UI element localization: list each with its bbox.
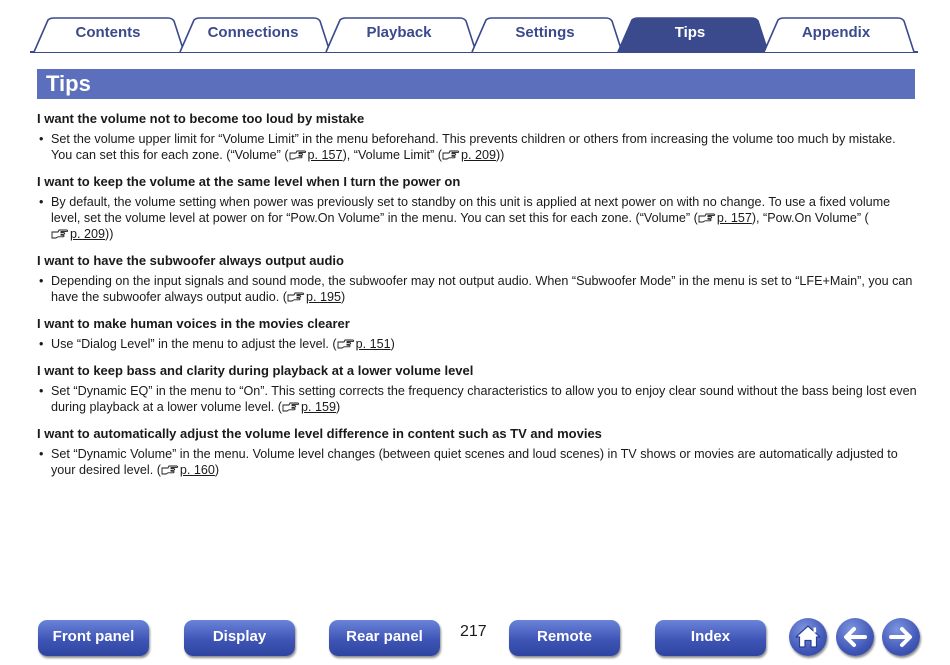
bullet-dot: • bbox=[39, 132, 44, 146]
tip-heading: I want to keep bass and clarity during playback at a lower volume level bbox=[37, 363, 474, 378]
pointing-hand-icon bbox=[698, 212, 716, 223]
tip-heading: I want the volume not to become too loud by mistake bbox=[37, 111, 365, 126]
tip-text: Use “Dialog Level” in the menu to adjust the level. ( bbox=[51, 337, 337, 351]
bullet-dot: • bbox=[39, 337, 44, 351]
tab-connections[interactable]: Connections bbox=[207, 24, 299, 41]
tip-section bbox=[37, 363, 917, 415]
page-reference-link[interactable] bbox=[698, 211, 752, 225]
page-ref-text[interactable]: p. 209 bbox=[460, 148, 496, 162]
page-reference-link[interactable] bbox=[442, 148, 496, 162]
bullet-dot: • bbox=[39, 274, 44, 288]
front-panel-button[interactable]: Front panel bbox=[38, 620, 149, 656]
pointing-hand-icon bbox=[337, 338, 355, 349]
tips-content bbox=[37, 111, 917, 478]
tip-section bbox=[37, 426, 917, 478]
page-reference-link[interactable] bbox=[51, 227, 105, 241]
tip-text: ), “Volume Limit” ( bbox=[342, 148, 442, 162]
page-ref-text[interactable]: p. 160 bbox=[179, 463, 215, 477]
tip-text: ) bbox=[340, 290, 346, 304]
tip-text: ) bbox=[390, 337, 395, 351]
tip-bullet bbox=[37, 131, 917, 163]
home-icon bbox=[789, 618, 827, 656]
page-reference-link[interactable] bbox=[282, 400, 336, 414]
page-ref-text[interactable]: p. 151 bbox=[355, 337, 391, 351]
tip-bullet bbox=[37, 383, 917, 415]
tip-text: ) bbox=[336, 400, 341, 414]
tip-heading: I want to have the subwoofer always output audio bbox=[37, 253, 344, 268]
page-reference-link[interactable] bbox=[287, 290, 341, 304]
page-ref-text[interactable]: p. 209 bbox=[70, 227, 106, 241]
back-arrow-icon bbox=[836, 618, 874, 656]
page-ref-text[interactable]: p. 157 bbox=[307, 148, 343, 162]
tip-text: ) bbox=[214, 463, 220, 477]
tip-bullet bbox=[37, 273, 917, 305]
tip-bullet bbox=[37, 446, 917, 478]
page-reference-link[interactable] bbox=[337, 337, 391, 351]
bullet-dot: • bbox=[39, 384, 44, 398]
page-number: 217 bbox=[460, 623, 487, 640]
tip-text: Depending on the input signals and sound mode, the subwoofer may not output audio. When “Subwoofer Mode” in the menu is set to “LFE+Main”, you can have the subwoofer always output audio. ( bbox=[51, 274, 913, 304]
tip-text: Set “Dynamic Volume” in the menu. Volume level changes (between quiet scenes and loud scenes) in TV shows or movies are automatically adjusted to your desired level. ( bbox=[51, 447, 898, 477]
page-ref-text[interactable]: p. 159 bbox=[301, 400, 337, 414]
tip-heading: I want to keep the volume at the same level when I turn the power on bbox=[37, 174, 461, 189]
page-reference-link[interactable] bbox=[161, 463, 215, 477]
page-ref-text[interactable]: p. 157 bbox=[716, 211, 752, 225]
forward-arrow-icon bbox=[882, 618, 920, 656]
tip-heading: I want to automatically adjust the volume level difference in content such as TV and movies bbox=[37, 426, 602, 441]
tab-appendix[interactable]: Appendix bbox=[801, 24, 871, 41]
tab-contents[interactable]: Contents bbox=[75, 24, 141, 41]
tip-bullet bbox=[37, 194, 917, 242]
page-title: Tips bbox=[46, 71, 91, 96]
tip-text: )) bbox=[495, 148, 505, 162]
tab-tips[interactable]: Tips bbox=[674, 24, 706, 41]
remote-button[interactable]: Remote bbox=[509, 620, 620, 656]
pointing-hand-icon bbox=[161, 464, 179, 475]
tip-section bbox=[37, 111, 917, 163]
tip-section bbox=[37, 174, 917, 242]
pointing-hand-icon bbox=[51, 228, 69, 239]
bullet-dot: • bbox=[39, 195, 44, 209]
tab-bar bbox=[0, 0, 950, 56]
tip-text: Set the volume upper limit for “Volume Limit” in the menu beforehand. This prevents children or others from increasing the volume too much by mistake. You can set this for each zone. (“Volume” ( bbox=[51, 132, 896, 162]
pointing-hand-icon bbox=[289, 149, 307, 160]
tip-text: ), “Pow.On Volume” ( bbox=[751, 211, 869, 225]
pointing-hand-icon bbox=[282, 401, 300, 412]
page-ref-text[interactable]: p. 195 bbox=[305, 290, 341, 304]
tip-section bbox=[37, 253, 917, 305]
display-button[interactable]: Display bbox=[184, 620, 295, 656]
tip-heading: I want to make human voices in the movies clearer bbox=[37, 316, 350, 331]
tip-section bbox=[37, 316, 917, 352]
bullet-dot: • bbox=[39, 447, 44, 461]
tab-settings[interactable]: Settings bbox=[515, 24, 575, 41]
pointing-hand-icon bbox=[287, 291, 305, 302]
tip-bullet bbox=[37, 336, 917, 352]
rear-panel-button[interactable]: Rear panel bbox=[329, 620, 440, 656]
tip-text: Set “Dynamic EQ” in the menu to “On”. This setting corrects the frequency characteristics to allow you to enjoy clear sound without the bass being lost even during playback at a lower volume level. ( bbox=[51, 384, 917, 414]
tip-text: )) bbox=[105, 227, 114, 241]
back-button[interactable] bbox=[836, 618, 874, 656]
forward-button[interactable] bbox=[882, 618, 920, 656]
home-button[interactable] bbox=[789, 618, 827, 656]
tip-text: By default, the volume setting when power was previously set to standby on this unit is applied at next power on with no change. To use a fixed volume level, set the volume level at power on for “Pow.On Volume” in the menu. You can set this for each zone. (“Volume” ( bbox=[51, 195, 891, 225]
page-reference-link[interactable] bbox=[289, 148, 343, 162]
pointing-hand-icon bbox=[442, 149, 460, 160]
index-button[interactable]: Index bbox=[655, 620, 766, 656]
page-title-bar bbox=[37, 69, 915, 99]
tab-playback[interactable]: Playback bbox=[366, 24, 432, 41]
